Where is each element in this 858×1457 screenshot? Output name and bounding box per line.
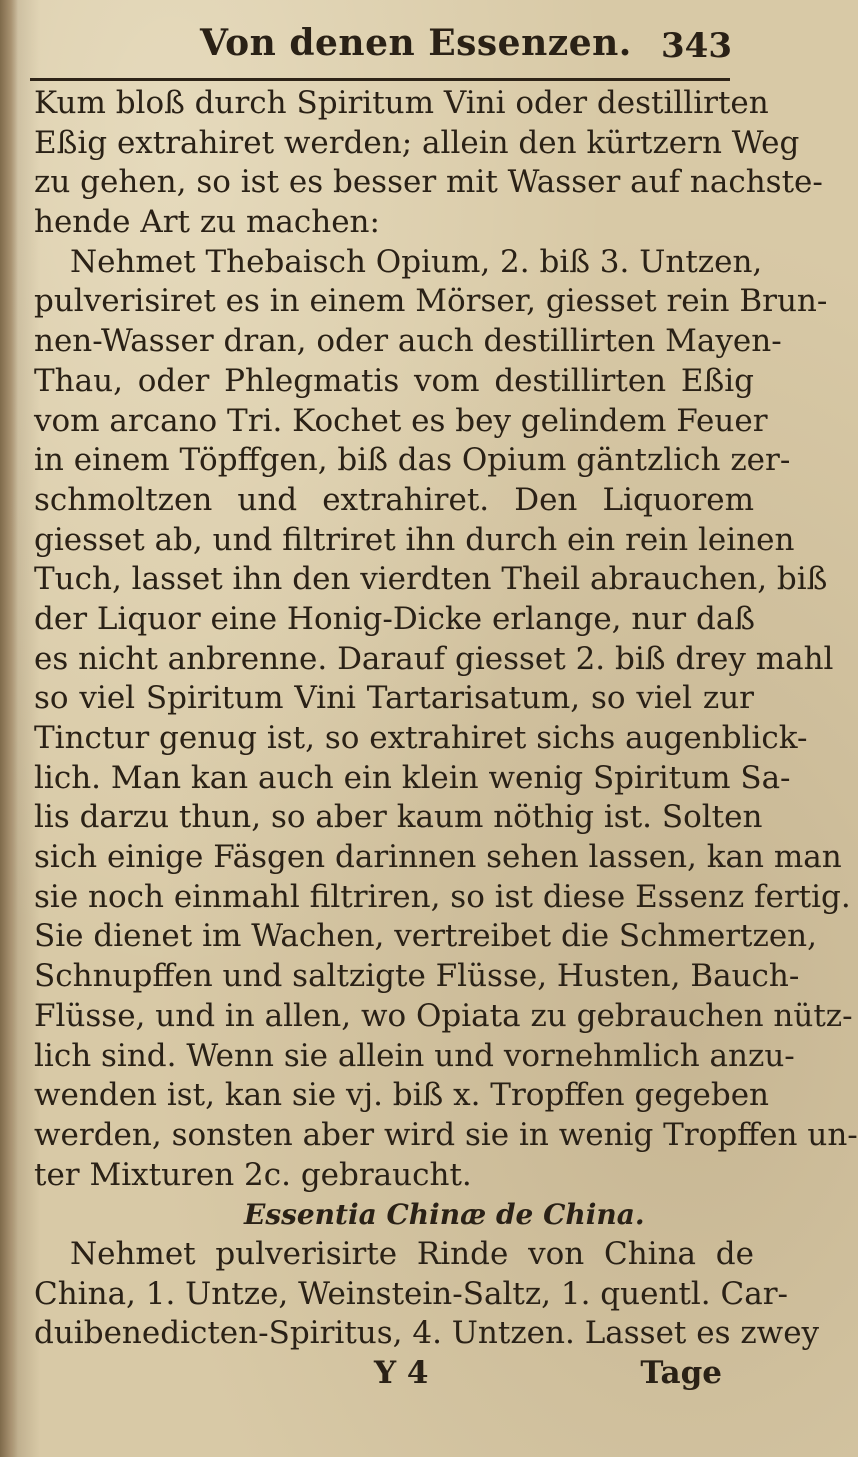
text-line: zu gehen, so ist es besser mit Wasser auf nachste- [34, 164, 823, 201]
text-line: giesset ab, und filtriret ihn durch ein rein leinen [34, 521, 795, 558]
text-line: Tinctur genug ist, so extrahiret sichs augenblick- [34, 720, 808, 756]
text-line: sich einige Fäsgen darinnen sehen lassen, kan man [34, 839, 842, 876]
section-subheading: Essentia Chinæ de China. [244, 1198, 645, 1232]
text-line: lich. Man kan auch ein klein wenig Spiritum Sa- [34, 759, 791, 796]
text-line: werden, sonsten aber wird sie in wenig Tropffen un- [34, 1116, 858, 1153]
text-line: Eßig extrahiret werden; allein den kürtzern Weg [34, 124, 800, 161]
page-header [40, 14, 740, 74]
text-line: lich sind. Wenn sie allein und vornehmlich anzu- [34, 1037, 795, 1074]
text-line: schmoltzen und extrahiret. Den Liquorem [34, 481, 754, 518]
text-line: so viel Spiritum Vini Tartarisatum, so viel zur [34, 680, 754, 717]
body-text [34, 84, 858, 1394]
text-line: lis darzu thun, so aber kaum nöthig ist. Solten [34, 799, 763, 836]
text-line: Thau, oder Phlegmatis vom destillirten Eßig [34, 362, 754, 399]
text-line: duibenedicten-Spiritus, 4. Untzen. Lasset es zwey [34, 1315, 820, 1352]
text-line: pulverisiret es in einem Mörser, giesset rein Brun- [34, 283, 828, 320]
page-gutter [0, 0, 18, 1457]
text-line: Nehmet Thebaisch Opium, 2. biß 3. Untzen, [70, 243, 763, 280]
text-line: Nehmet pulverisirte Rinde von China de [70, 1235, 754, 1272]
signature-mark: Y 4 [374, 1355, 429, 1391]
text-line: Kum bloß durch Spiritum Vini oder destillirten [34, 85, 769, 121]
text-line: es nicht anbrenne. Darauf giesset 2. biß drey mahl [34, 640, 834, 677]
page-footer [34, 1354, 754, 1394]
text-line: hende Art zu machen: [34, 204, 380, 241]
page-number: 343 [661, 26, 732, 66]
text-line: China, 1. Untze, Weinstein-Saltz, 1. quentl. Car- [34, 1275, 789, 1312]
text-line: in einem Töpffgen, biß das Opium gäntzlich zer- [34, 442, 791, 479]
text-line: Tuch, lasset ihn den vierdten Theil abrauchen, biß [34, 561, 828, 598]
catchword: Tage [640, 1355, 722, 1391]
text-line: nen-Wasser dran, oder auch destillirten Mayen- [34, 323, 782, 360]
running-head: Von denen Essenzen. [200, 22, 632, 64]
text-line: wenden ist, kan sie vj. biß x. Tropffen gegeben [34, 1077, 770, 1114]
text-line: vom arcano Tri. Kochet es bey gelindem Feuer [34, 402, 768, 439]
text-line: Flüsse, und in allen, wo Opiata zu gebrauchen nütz- [34, 997, 853, 1034]
header-rule [30, 78, 730, 81]
text-line: ter Mixturen 2c. gebraucht. [34, 1156, 472, 1193]
text-line: Schnupffen und saltzigte Flüsse, Husten, Bauch- [34, 958, 800, 995]
text-line: sie noch einmahl filtriren, so ist diese Essenz fertig. [34, 878, 851, 915]
text-line: Sie dienet im Wachen, vertreibet die Schmertzen, [34, 918, 817, 955]
text-line: der Liquor eine Honig-Dicke erlange, nur daß [34, 600, 756, 637]
